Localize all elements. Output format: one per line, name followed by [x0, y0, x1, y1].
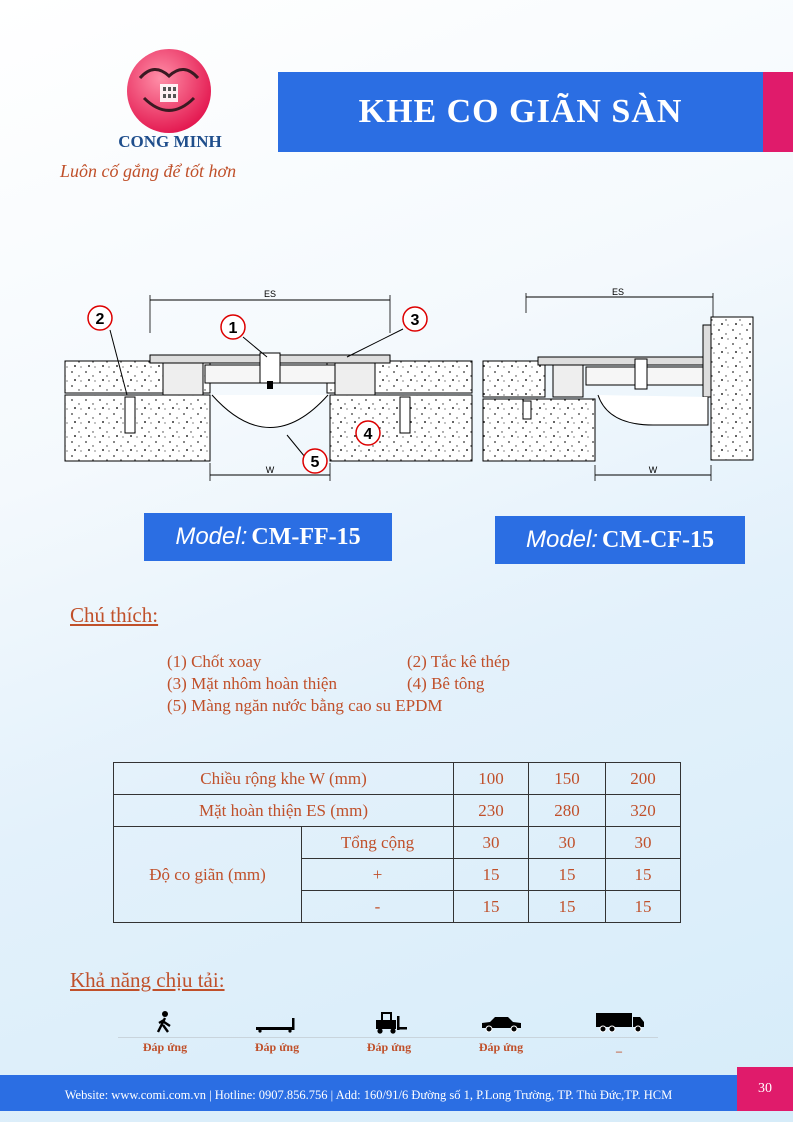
es-label: ES	[263, 289, 277, 299]
company-logo	[126, 48, 212, 134]
truck-icon	[574, 1010, 664, 1034]
callout-4: 4	[363, 426, 373, 443]
model-code: CM-CF-15	[602, 527, 714, 553]
table-cell: Chiều rộng khe W (mm)	[114, 763, 454, 795]
forklift-icon	[344, 1010, 434, 1034]
table-cell: Độ co giãn (mm)	[114, 827, 302, 923]
table-cell: Tổng cộng	[302, 827, 454, 859]
trolley-icon	[232, 1010, 322, 1034]
brand-slogan: Luôn cố gắng để tốt hơn	[60, 161, 237, 181]
model-label-cf	[495, 516, 745, 564]
table-cell: 15	[529, 859, 606, 891]
load-label-trolley: Đáp ứng	[254, 1040, 300, 1054]
table-row	[114, 827, 681, 859]
title-accent	[763, 72, 793, 152]
diagram-cm-cf-15	[478, 285, 758, 485]
diagram-cm-ff-15	[55, 285, 475, 485]
footer-contact: Website: www.comi.com.vn | Hotline: 0907.856.756 | Add: 160/91/6 Đường số 1, P.Long Trường, TP. Thủ Đức,TP. HCM	[0, 1075, 737, 1111]
note-item: (3) Mặt nhôm hoàn thiện	[167, 674, 337, 693]
table-cell: 15	[454, 891, 529, 923]
w-label-cf: W	[648, 465, 658, 475]
table-cell: 320	[606, 795, 681, 827]
notes-heading: Chú thích:	[70, 603, 159, 627]
table-cell: 280	[529, 795, 606, 827]
car-icon	[456, 1010, 546, 1034]
load-capacity-heading: Khả năng chịu tải:	[70, 968, 225, 992]
table-cell: 230	[454, 795, 529, 827]
note-item: (1) Chốt xoay	[167, 652, 262, 671]
callout-5: 5	[310, 454, 320, 471]
model-code: CM-FF-15	[251, 524, 361, 550]
divider	[118, 1037, 658, 1038]
table-cell: -	[302, 891, 454, 923]
table-row	[114, 795, 681, 827]
model-prefix: Model:	[175, 523, 248, 550]
table-cell: 200	[606, 763, 681, 795]
w-label: W	[265, 465, 275, 475]
pedestrian-icon	[120, 1010, 210, 1034]
callout-2: 2	[95, 311, 105, 328]
note-item: (5) Màng ngăn nước bằng cao su EPDM	[167, 696, 443, 715]
table-cell: 15	[529, 891, 606, 923]
table-cell: 15	[454, 859, 529, 891]
spec-table	[113, 762, 681, 923]
table-cell: 30	[529, 827, 606, 859]
page-title: KHE CO GIÃN SÀN	[358, 93, 683, 130]
callout-3: 3	[410, 312, 420, 329]
load-label-truck: _	[616, 1040, 622, 1054]
table-cell: +	[302, 859, 454, 891]
table-cell: 15	[606, 891, 681, 923]
table-cell: 30	[454, 827, 529, 859]
model-label-ff	[144, 513, 392, 561]
brand-name: CONG MINH	[118, 132, 222, 151]
callout-1: 1	[228, 320, 238, 337]
table-cell: 30	[606, 827, 681, 859]
load-label-car: Đáp ứng	[478, 1040, 524, 1054]
table-row	[114, 763, 681, 795]
table-cell: 100	[454, 763, 529, 795]
load-label-forklift: Đáp ứng	[366, 1040, 412, 1054]
page-number: 30	[737, 1067, 793, 1111]
table-cell: 15	[606, 859, 681, 891]
model-prefix: Model:	[525, 526, 599, 553]
es-label-cf: ES	[611, 287, 625, 297]
table-cell: 150	[529, 763, 606, 795]
note-item: (4) Bê tông	[407, 674, 485, 693]
table-cell: Mặt hoàn thiện ES (mm)	[114, 795, 454, 827]
load-label-pedestrian: Đáp ứng	[142, 1040, 188, 1054]
note-item: (2) Tắc kê thép	[407, 652, 511, 671]
